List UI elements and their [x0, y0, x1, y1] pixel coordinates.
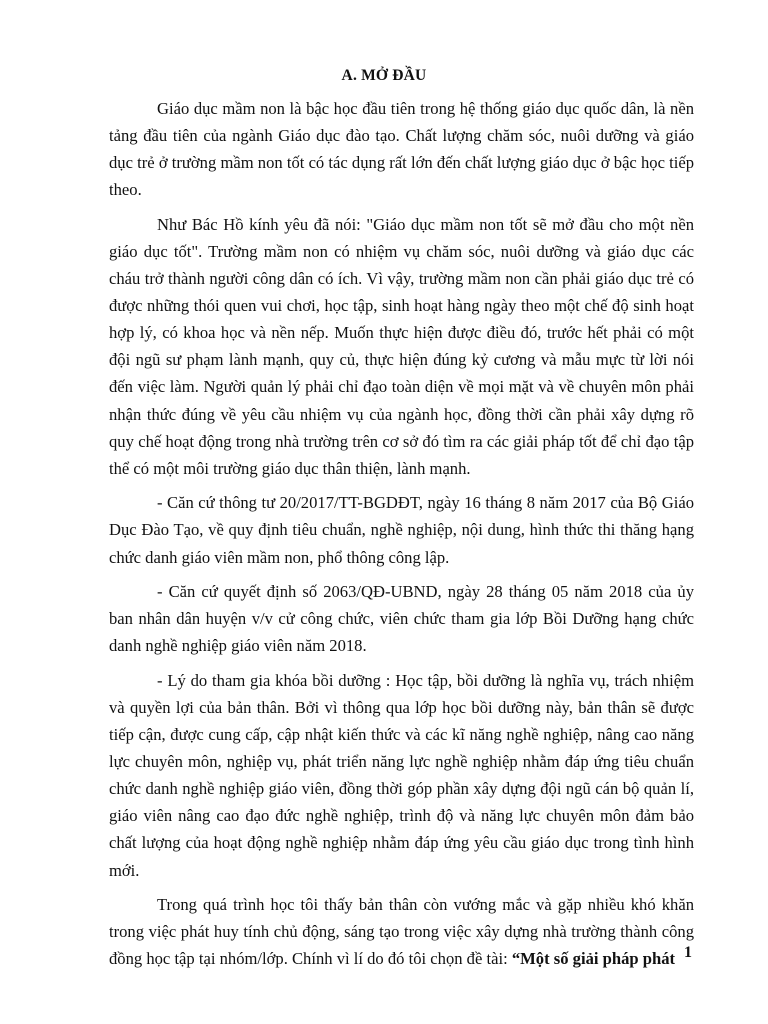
paragraph-intro: Giáo dục mầm non là bậc học đầu tiên trong hệ thống giáo dục quốc dân, là nền tảng đầu tiên của ngành Giáo dục đào tạo. Chất lượng chăm sóc, nuôi dưỡng và giáo dục trẻ ở trường mầm non tốt có tác dụng rất lớn đến chất lượng giáo dục ở bậc học tiếp theo.: [109, 99, 694, 200]
page-number: 1: [684, 944, 692, 961]
paragraph-topic-text: Trong quá trình học tôi thấy bản thân còn vướng mắc và gặp nhiều khó khăn trong việc phát huy tính chủ động, sáng tạo trong việc xây dựng nhà trường thành công đồng học tập tại nhóm/lớp. Chính vì lí do đó tôi chọn đề tài:: [109, 895, 694, 969]
paragraph-topic: [109, 891, 694, 972]
section-heading: A. MỞ ĐẦU: [341, 67, 427, 84]
paragraph-quote: Như Bác Hồ kính yêu đã nói: "Giáo dục mầm non tốt sẽ mở đầu cho một nền giáo dục tốt". Trường mầm non có nhiệm vụ chăm sóc, nuôi dưỡng và giáo dục các cháu trở thành người công dân có ích. Vì vậy, trường mầm non cần phải giáo dục trẻ có được những thói quen vui chơi, học tập, sinh hoạt hàng ngày theo một chế độ sinh hoạt hợp lý, có khoa học và nền nếp. Muốn thực hiện được điều đó, trước hết phải có một đội ngũ sư phạm lành mạnh, quy củ, thực hiện đúng kỷ cương và mẫu mực từ lời nói đến việc làm. Người quản lý phải chỉ đạo toàn diện về mọi mặt và về chuyên môn phải nhận thức đúng về yêu cầu nhiệm vụ của ngành học, đồng thời cần phải xây dựng rõ quy chế hoạt động trong nhà trường trên cơ sở đó tìm ra các giải pháp tốt để chỉ đạo tập thể có một môi trường giáo dục thân thiện, lành mạnh.: [109, 214, 694, 478]
paragraph-circular: - Căn cứ thông tư 20/2017/TT-BGDĐT, ngày 16 tháng 8 năm 2017 của Bộ Giáo Dục Đào Tạo, về quy định tiêu chuẩn, nghề nghiệp, nội dung, hình thức thi thăng hạng chức danh giáo viên mầm non, phổ thông công lập.: [109, 493, 694, 567]
document-body: [109, 95, 694, 972]
paragraph-decision: - Căn cứ quyết định số 2063/QĐ-UBND, ngày 28 tháng 05 năm 2018 của ủy ban nhân dân huyện v/v cử công chức, viên chức tham gia lớp Bồi Dưỡng hạng chức danh nghề nghiệp giáo viên năm 2018.: [109, 582, 694, 656]
topic-title-bold: “Một số giải pháp phát: [511, 949, 676, 969]
paragraph-reason: - Lý do tham gia khóa bồi dưỡng : Học tập, bồi dưỡng là nghĩa vụ, trách nhiệm và quyền lợi của bản thân. Bởi vì thông qua lớp học bồi dưỡng này, bản thân sẽ được tiếp cận, được cung cấp, cập nhật kiến thức và các kĩ năng nghề nghiệp, nâng cao năng lực chuyên môn, nghiệp vụ, phát triển năng lực nghề nghiệp nhằm đáp ứng tiêu chuẩn chức danh nghề nghiệp giáo viên, đồng thời góp phần xây dựng đội ngũ cán bộ quản lí, giáo viên nâng cao đạo đức nghề nghiệp, trình độ và năng lực chuyên môn đảm bảo chất lượng của hoạt động nghề nghiệp nhằm đáp ứng yêu cầu giáo dục trong tình hình mới.: [109, 670, 694, 880]
